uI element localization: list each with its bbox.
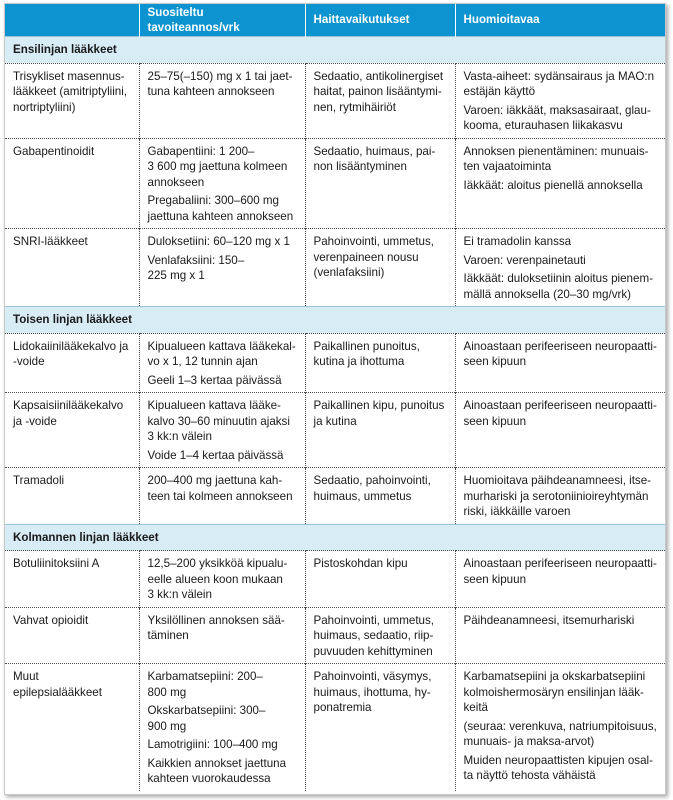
note-paragraph: Ainoastaan perifeeriseen neuropaatti- seen kipuun bbox=[463, 557, 657, 586]
side-effects-cell bbox=[305, 229, 455, 307]
dose-cell bbox=[139, 607, 305, 664]
note-paragraph: (seuraa: verenkuva, natriumpitoisuus, munuais- ja maksa-arvot) bbox=[463, 719, 657, 748]
drug-name-cell: Tramadoli bbox=[5, 468, 139, 525]
side-effect-paragraph: Paikallinen punoitus, kutina ja ihottuma bbox=[313, 339, 420, 368]
section-title: Toisen linjan lääkkeet bbox=[5, 307, 665, 334]
dose-paragraph: Kaikkien annokset jaettuna kahteen vuorokaudessa bbox=[147, 756, 287, 785]
section-header-row bbox=[5, 307, 665, 334]
notes-cell bbox=[455, 664, 665, 791]
header-side-effects: Haittavaikutukset bbox=[305, 4, 455, 37]
table-row bbox=[5, 63, 665, 138]
table-frame bbox=[4, 3, 666, 795]
note-paragraph: Vasta-aiheet: sydänsairaus ja MAO:n estäjän käyttö bbox=[463, 69, 655, 98]
side-effects-cell bbox=[305, 138, 455, 229]
section-title: Ensilinjan lääkkeet bbox=[5, 37, 665, 64]
notes-cell bbox=[455, 607, 665, 664]
dose-cell bbox=[139, 138, 305, 229]
table-row bbox=[5, 468, 665, 525]
notes-cell bbox=[455, 138, 665, 229]
drug-name-cell: Lidokaiinilääkekalvo ja -voide bbox=[5, 333, 139, 393]
header-drug bbox=[5, 4, 139, 37]
side-effect-paragraph: Sedaatio, huimaus, pai- non lisääntyminen bbox=[313, 144, 436, 173]
note-paragraph: Karbamatsepiini ja okskarbatsepiini kolmoishermosäryn ensilinjan lääk- keitä bbox=[463, 670, 646, 714]
side-effects-cell bbox=[305, 333, 455, 393]
side-effect-paragraph: Sedaatio, pahoinvointi, huimaus, ummetus bbox=[313, 474, 431, 503]
drug-name-cell: Trisykliset masennus- lääkkeet (amitriptyliini, nortriptyliini) bbox=[5, 63, 139, 138]
note-paragraph: Iäkkäät: aloitus pienellä annoksella bbox=[463, 178, 643, 192]
drug-name-cell: Vahvat opioidit bbox=[5, 607, 139, 664]
side-effects-cell bbox=[305, 664, 455, 791]
dose-paragraph: Lamotrigiini: 100–400 mg bbox=[147, 738, 278, 751]
dose-cell bbox=[139, 63, 305, 138]
side-effects-cell bbox=[305, 468, 455, 525]
drug-name-cell: Muut epilepsialääkkeet bbox=[5, 664, 139, 791]
dose-paragraph: Gabapentiini: 1 200– 3 600 mg jaettuna kolmeen annokseen bbox=[147, 144, 288, 189]
dose-cell bbox=[139, 333, 305, 393]
note-paragraph: Annoksen pienentäminen: munuais- ten vajaatoiminta bbox=[463, 144, 649, 173]
dose-cell bbox=[139, 664, 305, 791]
table-row bbox=[5, 229, 665, 307]
note-paragraph: Iäkkäät: duloksetiinin aloitus pienem- mällä annoksella (20–30 mg/vrk) bbox=[463, 272, 653, 301]
dose-paragraph: Yksilöllinen annoksen sää- täminen bbox=[147, 613, 285, 642]
note-paragraph: Päihdeanamneesi, itsemurhariski bbox=[463, 613, 635, 627]
note-paragraph: Ainoastaan perifeeriseen neuropaatti- seen kipuun bbox=[463, 339, 657, 368]
notes-cell bbox=[455, 63, 665, 138]
dose-paragraph: Geeli 1–3 kertaa päivässä bbox=[147, 373, 282, 387]
note-paragraph: Huomioitava päihdeanamneesi, itse- murhariski ja serotoniinioireyhtymän riski, iäkkäille varoen bbox=[463, 474, 652, 518]
side-effects-cell bbox=[305, 551, 455, 608]
table-row bbox=[5, 664, 665, 791]
notes-cell bbox=[455, 393, 665, 468]
dose-paragraph: 12,5–200 yksikköä kipualu- eelle alueen koon mukaan 3 kk:n välein bbox=[147, 557, 288, 601]
dose-cell bbox=[139, 551, 305, 608]
drug-name-cell: Botuliinitoksiini A bbox=[5, 551, 139, 608]
dose-paragraph: 200–400 mg jaettuna kah- teen tai kolmeen annokseen bbox=[147, 474, 293, 503]
table-row bbox=[5, 138, 665, 229]
side-effects-cell bbox=[305, 607, 455, 664]
note-paragraph: Varoen: verenpainetauti bbox=[463, 253, 586, 267]
notes-cell bbox=[455, 468, 665, 525]
side-effect-paragraph: Pahoinvointi, väsymys, huimaus, ihottuma, hy- ponatremia bbox=[313, 670, 432, 714]
dose-paragraph: Venlafaksiini: 150– 225 mg x 1 bbox=[147, 253, 245, 282]
section-header-row bbox=[5, 524, 665, 551]
drug-name-cell: Gabapentinoidit bbox=[5, 138, 139, 229]
side-effect-paragraph: Pahoinvointi, ummetus, huimaus, sedaatio, riip- puvuuden kehittyminen bbox=[313, 613, 435, 658]
note-paragraph: Varoen: iäkkäät, maksasairaat, glau- kooma, eturauhasen liikakasvu bbox=[463, 103, 651, 132]
table-row bbox=[5, 393, 665, 468]
dose-paragraph: Kipualueen kattava lääkekal- vo x 1, 12 tunnin ajan bbox=[147, 339, 296, 368]
table-body bbox=[5, 37, 665, 791]
section-title: Kolmannen linjan lääkkeet bbox=[5, 524, 665, 551]
side-effects-cell bbox=[305, 393, 455, 468]
note-paragraph: Ainoastaan perifeeriseen neuropaatti- seen kipuun bbox=[463, 399, 657, 428]
side-effect-paragraph: Sedaatio, antikolinergiset haitat, painon lisääntymi- nen, rytmihäiriöt bbox=[313, 69, 444, 114]
header-row bbox=[5, 4, 665, 37]
notes-cell bbox=[455, 551, 665, 608]
notes-cell bbox=[455, 333, 665, 393]
dose-paragraph: Karbamatsepiini: 200– 800 mg bbox=[147, 670, 263, 699]
side-effect-paragraph: Paikallinen kipu, punoitus ja kutina bbox=[313, 399, 445, 428]
side-effects-cell bbox=[305, 63, 455, 138]
dose-paragraph: Okskarbatsepiini: 300– 900 mg bbox=[147, 704, 266, 733]
dose-cell bbox=[139, 393, 305, 468]
drug-name-cell: SNRI-lääkkeet bbox=[5, 229, 139, 307]
section-header-row bbox=[5, 37, 665, 64]
table-row bbox=[5, 607, 665, 664]
dose-paragraph: Pregabaliini: 300–600 mg jaettuna kahteen annokseen bbox=[147, 194, 294, 223]
drug-name-cell: Kapsaisiinilääkekalvo ja -voide bbox=[5, 393, 139, 468]
header-notes: Huomioitavaa bbox=[455, 4, 665, 37]
header-dose: Suositeltu tavoiteannos/vrk bbox=[139, 4, 305, 37]
dose-paragraph: Voide 1–4 kertaa päivässä bbox=[147, 448, 284, 462]
dose-paragraph: 25–75(–150) mg x 1 tai jaet- tuna kahteen annokseen bbox=[147, 69, 293, 98]
note-paragraph: Ei tramadolin kanssa bbox=[463, 235, 572, 248]
dose-paragraph: Kipualueen kattava lääke- kalvo 30–60 minuutin ajaksi 3 kk:n välein bbox=[147, 399, 290, 443]
notes-cell bbox=[455, 229, 665, 307]
dose-cell bbox=[139, 229, 305, 307]
dose-cell bbox=[139, 468, 305, 525]
note-paragraph: Muiden neuropaattisten kipujen osal- ta näyttö tehosta vähäistä bbox=[463, 753, 653, 782]
side-effect-paragraph: Pahoinvointi, ummetus, verenpaineen nousu (venlafaksiini) bbox=[313, 235, 435, 279]
side-effect-paragraph: Pistoskohdan kipu bbox=[313, 557, 408, 570]
drug-table bbox=[5, 4, 665, 791]
table-row bbox=[5, 333, 665, 393]
dose-paragraph: Duloksetiini: 60–120 mg x 1 bbox=[147, 235, 290, 248]
table-row bbox=[5, 551, 665, 608]
